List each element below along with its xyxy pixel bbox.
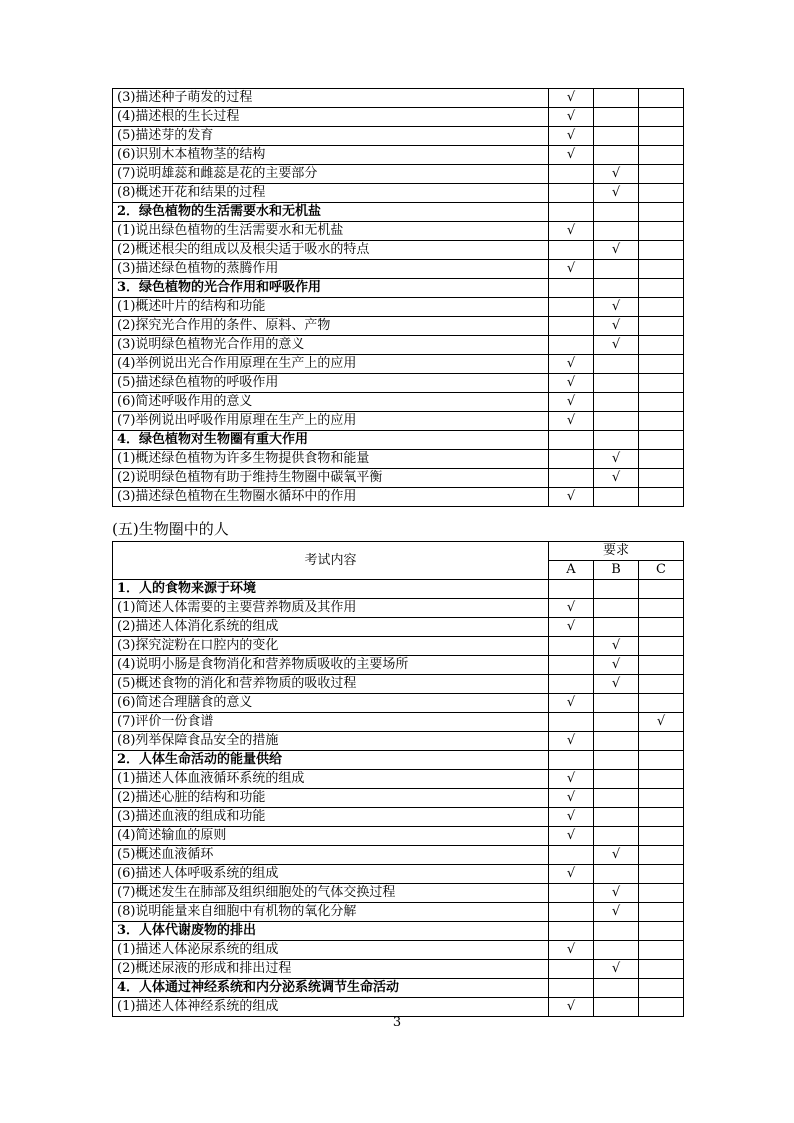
level-a-cell — [549, 580, 594, 599]
level-c-cell — [639, 260, 684, 279]
level-c-cell — [639, 998, 684, 1017]
level-a-cell — [549, 450, 594, 469]
header-level-b: B — [594, 561, 639, 580]
level-b-cell — [594, 127, 639, 146]
level-b-cell — [594, 488, 639, 507]
section-heading: 4．绿色植物对生物圈有重大作用 — [113, 431, 549, 450]
section-row — [113, 922, 684, 941]
table-row — [113, 184, 684, 203]
item-text: (4)简述输血的原则 — [113, 827, 549, 846]
level-a-cell — [549, 203, 594, 222]
table-row — [113, 450, 684, 469]
level-b-cell — [594, 203, 639, 222]
item-text: (5)描述绿色植物的呼吸作用 — [113, 374, 549, 393]
item-text: (5)概述血液循环 — [113, 846, 549, 865]
level-b-cell — [594, 450, 639, 469]
table-row — [113, 637, 684, 656]
header-exam-content: 考试内容 — [113, 542, 549, 580]
level-c-cell — [639, 599, 684, 618]
table-row — [113, 618, 684, 637]
level-a-cell — [549, 713, 594, 732]
level-b-cell — [594, 89, 639, 108]
item-text: (2)探究光合作用的条件、原料、产物 — [113, 317, 549, 336]
item-text: (1)描述人体血液循环系统的组成 — [113, 770, 549, 789]
level-b-cell — [594, 165, 639, 184]
table-row — [113, 789, 684, 808]
check-mark: √ — [566, 942, 576, 957]
item-text: (2)概述根尖的组成以及根尖适于吸水的特点 — [113, 241, 549, 260]
check-mark: √ — [611, 242, 621, 257]
level-a-cell — [549, 979, 594, 998]
header-requirement: 要求 — [549, 542, 684, 561]
table-row — [113, 488, 684, 507]
level-a-cell — [549, 656, 594, 675]
level-b-cell — [594, 469, 639, 488]
level-b-cell — [594, 675, 639, 694]
level-c-cell — [639, 355, 684, 374]
check-mark: √ — [566, 413, 576, 428]
table-row — [113, 732, 684, 751]
level-c-cell — [639, 808, 684, 827]
section-row — [113, 979, 684, 998]
level-c-cell — [639, 165, 684, 184]
section-heading: 3．人体代谢废物的排出 — [113, 922, 549, 941]
level-a-cell — [549, 922, 594, 941]
level-a-cell — [549, 355, 594, 374]
level-c-cell — [639, 89, 684, 108]
level-c-cell — [639, 922, 684, 941]
level-c-cell — [639, 127, 684, 146]
table-row — [113, 165, 684, 184]
level-a-cell — [549, 770, 594, 789]
check-mark: √ — [566, 356, 576, 371]
level-b-cell — [594, 979, 639, 998]
item-text: (3)描述绿色植物的蒸腾作用 — [113, 260, 549, 279]
level-b-cell — [594, 884, 639, 903]
item-text: (4)描述根的生长过程 — [113, 108, 549, 127]
level-a-cell — [549, 317, 594, 336]
table-row — [113, 713, 684, 732]
level-c-cell — [639, 770, 684, 789]
level-a-cell — [549, 241, 594, 260]
level-a-cell — [549, 412, 594, 431]
table-row — [113, 89, 684, 108]
check-mark: √ — [611, 318, 621, 333]
level-a-cell — [549, 599, 594, 618]
section-row — [113, 580, 684, 599]
item-text: (1)描述人体神经系统的组成 — [113, 998, 549, 1017]
level-a-cell — [549, 751, 594, 770]
requirements-table-plants — [112, 88, 684, 507]
section-row — [113, 279, 684, 298]
level-a-cell — [549, 789, 594, 808]
item-text: (3)描述绿色植物在生物圈水循环中的作用 — [113, 488, 549, 507]
level-c-cell — [639, 713, 684, 732]
level-b-cell — [594, 751, 639, 770]
check-mark: √ — [611, 961, 621, 976]
level-b-cell — [594, 431, 639, 450]
level-c-cell — [639, 751, 684, 770]
check-mark: √ — [566, 223, 576, 238]
table-row — [113, 903, 684, 922]
level-a-cell — [549, 184, 594, 203]
level-c-cell — [639, 317, 684, 336]
level-c-cell — [639, 488, 684, 507]
table-row — [113, 656, 684, 675]
table-row — [113, 694, 684, 713]
level-b-cell — [594, 865, 639, 884]
level-c-cell — [639, 884, 684, 903]
check-mark: √ — [611, 299, 621, 314]
check-mark: √ — [566, 695, 576, 710]
level-a-cell — [549, 903, 594, 922]
item-text: (8)说明能量来自细胞中有机物的氧化分解 — [113, 903, 549, 922]
check-mark: √ — [566, 733, 576, 748]
level-b-cell — [594, 298, 639, 317]
header-level-a: A — [549, 561, 594, 580]
level-c-cell — [639, 580, 684, 599]
section-row — [113, 431, 684, 450]
table-row — [113, 770, 684, 789]
check-mark: √ — [566, 999, 576, 1014]
level-b-cell — [594, 770, 639, 789]
level-a-cell — [549, 336, 594, 355]
level-c-cell — [639, 960, 684, 979]
table-row — [113, 998, 684, 1017]
check-mark: √ — [566, 809, 576, 824]
item-text: (6)识别木本植物茎的结构 — [113, 146, 549, 165]
level-c-cell — [639, 789, 684, 808]
header-level-c: C — [639, 561, 684, 580]
level-b-cell — [594, 108, 639, 127]
check-mark: √ — [611, 885, 621, 900]
level-b-cell — [594, 184, 639, 203]
level-a-cell — [549, 127, 594, 146]
level-c-cell — [639, 979, 684, 998]
level-b-cell — [594, 618, 639, 637]
level-a-cell — [549, 808, 594, 827]
table-row — [113, 412, 684, 431]
level-b-cell — [594, 732, 639, 751]
level-a-cell — [549, 374, 594, 393]
level-b-cell — [594, 393, 639, 412]
level-c-cell — [639, 146, 684, 165]
level-b-cell — [594, 656, 639, 675]
level-a-cell — [549, 146, 594, 165]
section-heading: 4．人体通过神经系统和内分泌系统调节生命活动 — [113, 979, 549, 998]
level-c-cell — [639, 732, 684, 751]
level-a-cell — [549, 431, 594, 450]
item-text: (6)描述人体呼吸系统的组成 — [113, 865, 549, 884]
level-a-cell — [549, 393, 594, 412]
level-c-cell — [639, 298, 684, 317]
level-b-cell — [594, 960, 639, 979]
table-row — [113, 827, 684, 846]
check-mark: √ — [566, 128, 576, 143]
level-a-cell — [549, 260, 594, 279]
level-b-cell — [594, 222, 639, 241]
level-a-cell — [549, 846, 594, 865]
item-text: (3)描述血液的组成和功能 — [113, 808, 549, 827]
item-text: (1)简述人体需要的主要营养物质及其作用 — [113, 599, 549, 618]
level-c-cell — [639, 846, 684, 865]
table-row — [113, 469, 684, 488]
level-b-cell — [594, 846, 639, 865]
level-b-cell — [594, 317, 639, 336]
section-heading: 2．绿色植物的生活需要水和无机盐 — [113, 203, 549, 222]
table-row — [113, 374, 684, 393]
table-row — [113, 127, 684, 146]
level-b-cell — [594, 599, 639, 618]
table-row — [113, 298, 684, 317]
check-mark: √ — [566, 90, 576, 105]
level-b-cell — [594, 694, 639, 713]
level-b-cell — [594, 279, 639, 298]
table-row — [113, 222, 684, 241]
check-mark: √ — [566, 109, 576, 124]
check-mark: √ — [611, 847, 621, 862]
item-text: (3)说明绿色植物光合作用的意义 — [113, 336, 549, 355]
check-mark: √ — [566, 147, 576, 162]
level-c-cell — [639, 184, 684, 203]
level-a-cell — [549, 488, 594, 507]
item-text: (2)描述心脏的结构和功能 — [113, 789, 549, 808]
level-b-cell — [594, 260, 639, 279]
level-c-cell — [639, 203, 684, 222]
level-b-cell — [594, 922, 639, 941]
check-mark: √ — [566, 394, 576, 409]
level-c-cell — [639, 374, 684, 393]
check-mark: √ — [566, 619, 576, 634]
item-text: (4)举例说出光合作用原理在生产上的应用 — [113, 355, 549, 374]
level-c-cell — [639, 656, 684, 675]
level-c-cell — [639, 412, 684, 431]
item-text: (7)举例说出呼吸作用原理在生产上的应用 — [113, 412, 549, 431]
level-a-cell — [549, 469, 594, 488]
item-text: (1)概述绿色植物为许多生物提供食物和能量 — [113, 450, 549, 469]
item-text: (2)描述人体消化系统的组成 — [113, 618, 549, 637]
table-row — [113, 808, 684, 827]
table-row — [113, 355, 684, 374]
item-text: (7)说明雄蕊和雌蕊是花的主要部分 — [113, 165, 549, 184]
level-c-cell — [639, 450, 684, 469]
check-mark: √ — [566, 790, 576, 805]
level-c-cell — [639, 336, 684, 355]
item-text: (8)概述开花和结果的过程 — [113, 184, 549, 203]
level-c-cell — [639, 941, 684, 960]
item-text: (1)概述叶片的结构和功能 — [113, 298, 549, 317]
section-row — [113, 203, 684, 222]
item-text: (7)评价一份食谱 — [113, 713, 549, 732]
level-a-cell — [549, 884, 594, 903]
check-mark: √ — [611, 470, 621, 485]
level-c-cell — [639, 222, 684, 241]
requirements-table-human — [112, 541, 684, 1017]
item-text: (2)概述尿液的形成和排出过程 — [113, 960, 549, 979]
level-b-cell — [594, 713, 639, 732]
level-a-cell — [549, 941, 594, 960]
level-a-cell — [549, 998, 594, 1017]
level-c-cell — [639, 865, 684, 884]
check-mark: √ — [611, 166, 621, 181]
table-row — [113, 317, 684, 336]
item-text: (5)描述芽的发育 — [113, 127, 549, 146]
table-row — [113, 865, 684, 884]
section-heading: 2．人体生命活动的能量供给 — [113, 751, 549, 770]
table-row — [113, 960, 684, 979]
check-mark: √ — [611, 657, 621, 672]
item-text: (1)说出绿色植物的生活需要水和无机盐 — [113, 222, 549, 241]
check-mark: √ — [566, 489, 576, 504]
section-heading: 3．绿色植物的光合作用和呼吸作用 — [113, 279, 549, 298]
table-row — [113, 884, 684, 903]
table-row — [113, 260, 684, 279]
item-text: (3)探究淀粉在口腔内的变化 — [113, 637, 549, 656]
level-b-cell — [594, 637, 639, 656]
level-b-cell — [594, 941, 639, 960]
item-text: (7)概述发生在肺部及组织细胞处的气体交换过程 — [113, 884, 549, 903]
item-text: (6)简述呼吸作用的意义 — [113, 393, 549, 412]
level-c-cell — [639, 903, 684, 922]
table-row — [113, 599, 684, 618]
level-b-cell — [594, 241, 639, 260]
level-c-cell — [639, 694, 684, 713]
level-c-cell — [639, 279, 684, 298]
item-text: (6)简述合理膳食的意义 — [113, 694, 549, 713]
table-header-row — [113, 542, 684, 561]
table-row — [113, 241, 684, 260]
table-row — [113, 146, 684, 165]
table-row — [113, 675, 684, 694]
level-c-cell — [639, 469, 684, 488]
level-b-cell — [594, 998, 639, 1017]
item-text: (8)列举保障食品安全的措施 — [113, 732, 549, 751]
table-row — [113, 108, 684, 127]
level-c-cell — [639, 241, 684, 260]
level-b-cell — [594, 580, 639, 599]
level-a-cell — [549, 279, 594, 298]
level-a-cell — [549, 89, 594, 108]
check-mark: √ — [566, 600, 576, 615]
level-a-cell — [549, 618, 594, 637]
level-b-cell — [594, 808, 639, 827]
level-a-cell — [549, 960, 594, 979]
level-c-cell — [639, 827, 684, 846]
table-row — [113, 336, 684, 355]
check-mark: √ — [611, 676, 621, 691]
level-b-cell — [594, 827, 639, 846]
level-b-cell — [594, 789, 639, 808]
level-b-cell — [594, 336, 639, 355]
item-text: (1)描述人体泌尿系统的组成 — [113, 941, 549, 960]
table-row — [113, 846, 684, 865]
check-mark: √ — [656, 714, 666, 729]
level-c-cell — [639, 675, 684, 694]
level-a-cell — [549, 694, 594, 713]
item-text: (4)说明小肠是食物消化和营养物质吸收的主要场所 — [113, 656, 549, 675]
level-a-cell — [549, 865, 594, 884]
table-row — [113, 941, 684, 960]
level-a-cell — [549, 637, 594, 656]
level-c-cell — [639, 108, 684, 127]
level-a-cell — [549, 675, 594, 694]
level-c-cell — [639, 637, 684, 656]
check-mark: √ — [611, 638, 621, 653]
section-row — [113, 751, 684, 770]
level-a-cell — [549, 827, 594, 846]
section-title: (五)生物圈中的人 — [112, 520, 229, 538]
level-a-cell — [549, 222, 594, 241]
check-mark: √ — [611, 185, 621, 200]
level-a-cell — [549, 108, 594, 127]
level-a-cell — [549, 165, 594, 184]
table-row — [113, 393, 684, 412]
level-c-cell — [639, 618, 684, 637]
level-b-cell — [594, 374, 639, 393]
level-b-cell — [594, 903, 639, 922]
level-b-cell — [594, 355, 639, 374]
item-text: (3)描述种子萌发的过程 — [113, 89, 549, 108]
check-mark: √ — [566, 375, 576, 390]
check-mark: √ — [566, 261, 576, 276]
level-c-cell — [639, 393, 684, 412]
check-mark: √ — [611, 904, 621, 919]
section-heading: 1．人的食物来源于环境 — [113, 580, 549, 599]
check-mark: √ — [611, 451, 621, 466]
page-number: 3 — [392, 1015, 402, 1030]
check-mark: √ — [611, 337, 621, 352]
item-text: (5)概述食物的消化和营养物质的吸收过程 — [113, 675, 549, 694]
level-a-cell — [549, 298, 594, 317]
check-mark: √ — [566, 866, 576, 881]
check-mark: √ — [566, 828, 576, 843]
level-b-cell — [594, 146, 639, 165]
level-b-cell — [594, 412, 639, 431]
check-mark: √ — [566, 771, 576, 786]
level-a-cell — [549, 732, 594, 751]
level-c-cell — [639, 431, 684, 450]
item-text: (2)说明绿色植物有助于维持生物圈中碳氧平衡 — [113, 469, 549, 488]
